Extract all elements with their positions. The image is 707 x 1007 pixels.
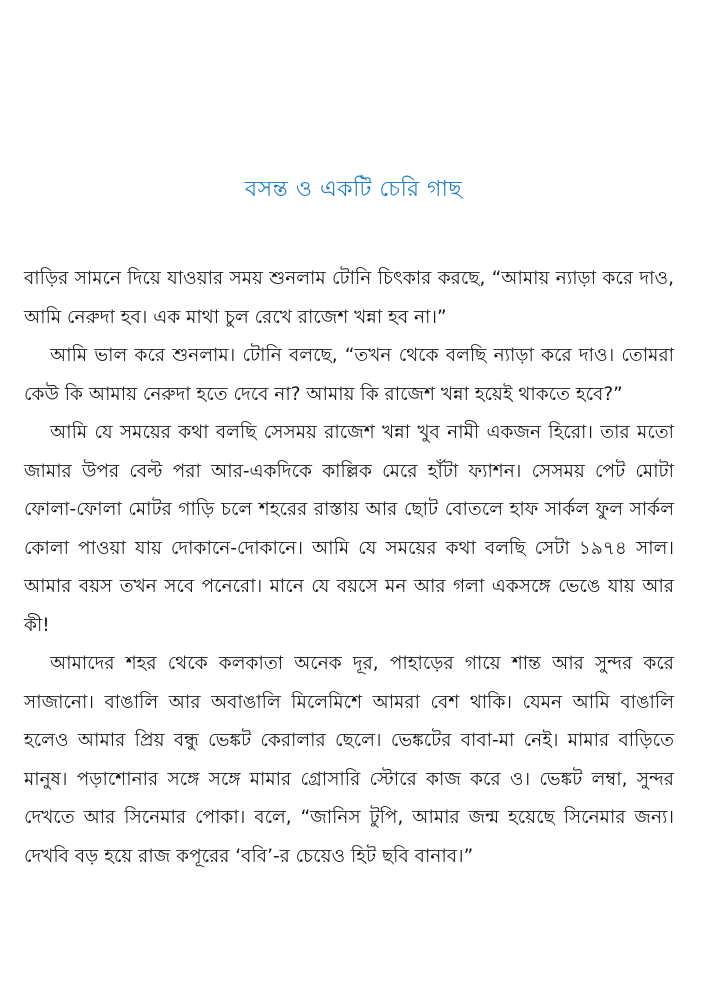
chapter-body: [24, 260, 674, 876]
paragraph: বাড়ির সামনে দিয়ে যাওয়ার সময় শুনলাম টোনি চিৎকার করছে, “আমায় ন্যাড়া করে দাও, আমি নেরুদা হব। এক মাথা চুল রেখে রাজেশ খন্না হব না।”: [24, 268, 674, 328]
paragraph: আমি ভাল করে শুনলাম। টোনি বলছে, “তখন থেকে বলছি ন্যাড়া করে দাও। তোমরা কেউ কি আমায় নেরুদা হতে দেবে না? আমায় কি রাজেশ খন্না হয়েই থাকতে হবে?”: [24, 345, 674, 405]
paragraph: আমাদের শহর থেকে কলকাতা অনেক দূর, পাহাড়ের গায়ে শান্ত আর সুন্দর করে সাজানো। বাঙালি আর অবাঙালি মিলেমিশে আমরা বেশ থাকি। যেমন আমি বাঙালি হলেও আমার প্রিয় বন্ধু ভেঙ্কট কেরালার ছেলে। ভেঙ্কটের বাবা-মা নেই। মামার বাড়িতে মানুষ। পড়াশোনার সঙ্গে সঙ্গে মামার গ্রোসারি স্টোরে কাজ করে ও। ভেঙ্কট লম্বা, সুন্দর দেখতে আর সিনেমার পোকা। বলে, “জানিস টুপি, আমার জন্ম হয়েছে সিনেমার জন্য। দেখবি বড় হয়ে রাজ কপূরের ‘ববি’-র চেয়েও হিট ছবি বানাব।”: [24, 653, 674, 867]
chapter-title: বসন্ত ও একটি চেরি গাছ: [244, 177, 463, 202]
paragraph: আমি যে সময়ের কথা বলছি সেসময় রাজেশ খন্না খুব নামী একজন হিরো। তার মতো জামার উপর বেল্ট পরা আর-একদিকে কাল্লিক মেরে হাঁটা ফ্যাশন। সেসময় পেট মোটা ফোলা-ফোলা মোটর গাড়ি চলে শহরের রাস্তায় আর ছোট বোতলে হাফ সার্কল ফুল সার্কল কোলা পাওয়া যায় দোকানে-দোকানে। আমি যে সময়ের কথা বলছি সেটা ১৯৭৪ সাল। আমার বয়স তখন সবে পনেরো। মানে যে বয়সে মন আর গলা একসঙ্গে ভেঙে যায় আর কী!: [24, 422, 674, 636]
